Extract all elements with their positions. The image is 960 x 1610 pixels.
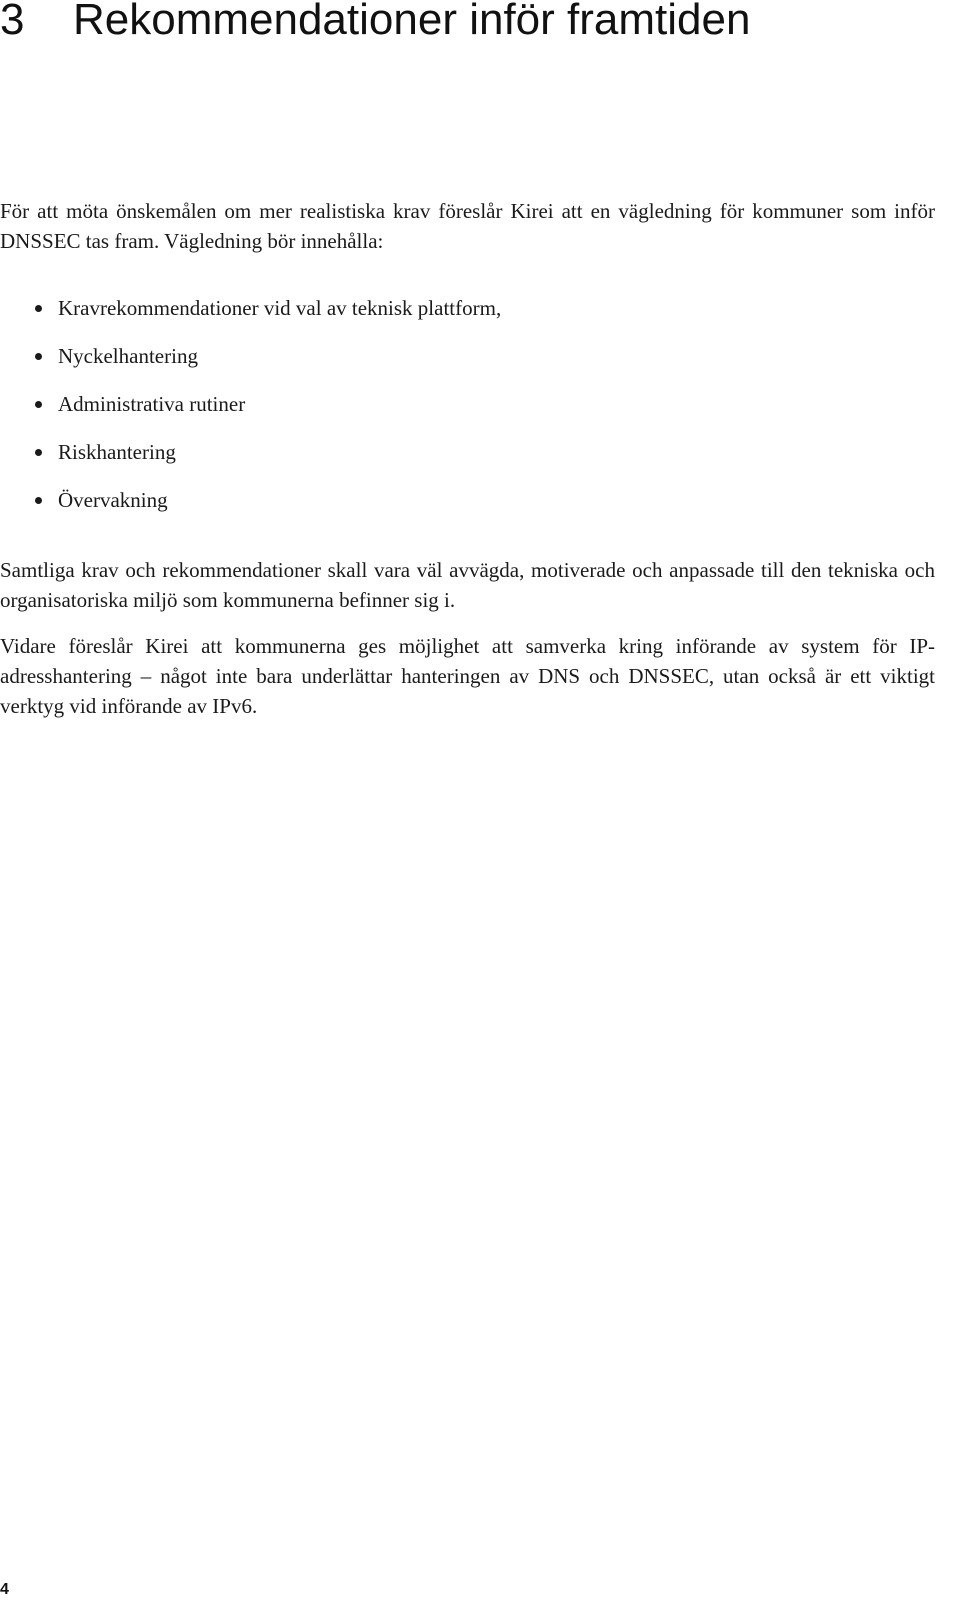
page-number: 4 <box>0 1581 9 1598</box>
list-item <box>0 389 935 437</box>
intro-paragraph: För att möta önskemålen om mer realistiska krav föreslår Kirei att en vägledning för kommuner som inför DNSSEC tas fram. Vägledning bör innehålla: <box>0 199 935 253</box>
bullet-icon <box>35 401 42 408</box>
list-item-text: Administrativa rutiner <box>58 392 246 416</box>
list-item-text: Övervakning <box>58 488 168 512</box>
list-item-text: Riskhantering <box>58 440 176 464</box>
requirements-paragraph: Samtliga krav och rekommendationer skall vara väl avvägda, motiverade och anpassade till den tekniska och organisatoriska miljö som kommunerna befinner sig i. <box>0 558 935 612</box>
list-item-text: Nyckelhantering <box>58 344 198 368</box>
ip-management-paragraph: Vidare föreslår Kirei att kommunerna ges möjlighet att samverka kring införande av system för IP-adresshantering – något inte bara underlättar hanteringen av DNS och DNSSEC, utan också är ett viktigt verktyg vid införande av IPv6. <box>0 634 935 718</box>
section-heading <box>0 0 750 46</box>
list-item <box>0 485 935 533</box>
bullet-icon <box>35 305 42 312</box>
list-item-text: Kravrekommendationer vid val av teknisk plattform, <box>58 296 502 320</box>
bullet-icon <box>35 449 42 456</box>
section-number: 3 <box>0 0 25 44</box>
bullet-icon <box>35 353 42 360</box>
list-item <box>0 293 935 341</box>
bullet-icon <box>35 497 42 504</box>
list-item <box>0 341 935 389</box>
section-title: Rekommendationer inför framtiden <box>73 0 751 44</box>
guidance-list <box>0 293 935 533</box>
list-item <box>0 437 935 485</box>
